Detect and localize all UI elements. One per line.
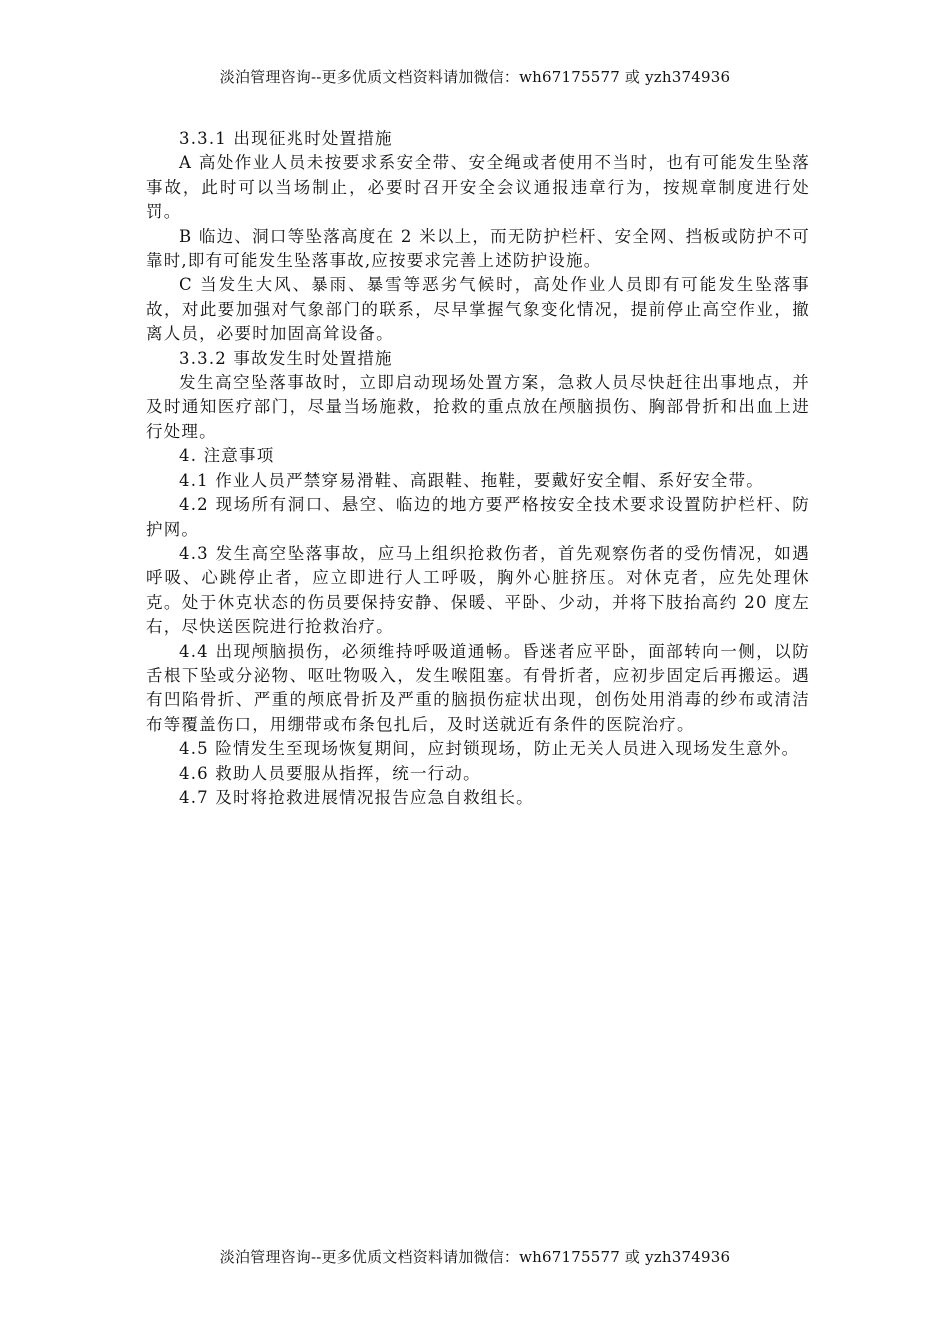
paragraph-accident-response: 发生高空坠落事故时，立即启动现场处置方案，急救人员尽快赶往出事地点，并及时通知医疗部门，尽量当场施救，抢救的重点放在颅脑损伤、胸部骨折和出血上进行处理。	[146, 373, 810, 441]
page-header: 淡泊管理咨询--更多优质文档资料请加微信：wh67175577 或 yzh374936	[219, 68, 731, 86]
paragraph-item-4-6: 4.6 救助人员要服从指挥，统一行动。	[179, 763, 481, 783]
page-footer: 淡泊管理咨询--更多优质文档资料请加微信：wh67175577 或 yzh374936	[219, 1248, 731, 1266]
section-heading-3-3-1: 3.3.1 出现征兆时处置措施	[179, 129, 393, 148]
paragraph-item-4-1: 4.1 作业人员严禁穿易滑鞋、高跟鞋、拖鞋，要戴好安全帽、系好安全带。	[179, 470, 764, 490]
paragraph-measure-c: C 当发生大风、暴雨、暴雪等恶劣气候时，高处作业人员即有可能发生坠落事故，对此要加强对气象部门的联系，尽早掌握气象变化情况，提前停止高空作业，撤离人员，必要时加固高耸设备。	[146, 275, 810, 344]
section-heading-3-3-2: 3.3.2 事故发生时处置措施	[179, 348, 393, 368]
section-heading-4: 4. 注意事项	[179, 446, 275, 466]
paragraph-item-4-2: 4.2 现场所有洞口、悬空、临边的地方要严格按安全技术要求设置防护栏杆、防护网。	[146, 495, 810, 539]
paragraph-item-4-7: 4.7 及时将抢救进展情况报告应急自救组长。	[179, 787, 534, 807]
paragraph-item-4-3: 4.3 发生高空坠落事故，应马上组织抢救伤者，首先观察伤者的受伤情况，如遇呼吸、心跳停止者，应立即进行人工呼吸，胸外心脏挤压。对休克者，应先处理休克。处于休克状态的伤员要保持安静、保暖、平卧、少动，并将下肢抬高约 20 度左右，尽快送医院进行抢救治疗。	[146, 543, 810, 637]
paragraph-item-4-5: 4.5 险情发生至现场恢复期间，应封锁现场，防止无关人员进入现场发生意外。	[179, 739, 800, 759]
paragraph-measure-a: A 高处作业人员未按要求系安全带、安全绳或者使用不当时，也有可能发生坠落事故，此时可以当场制止，必要时召开安全会议通报违章行为，按规章制度进行处罚。	[146, 153, 810, 222]
document-body	[146, 127, 810, 810]
paragraph-item-4-4: 4.4 出现颅脑损伤，必须维持呼吸道通畅。昏迷者应平卧，面部转向一侧，以防舌根下坠或分泌物、呕吐物吸入，发生喉阻塞。有骨折者，应初步固定后再搬运。遇有凹陷骨折、严重的颅底骨折及严重的脑损伤症状出现，创伤处用消毒的纱布或清洁布等覆盖伤口，用绷带或布条包扎后，及时送就近有条件的医院治疗。	[146, 641, 810, 734]
paragraph-measure-b: B 临边、洞口等坠落高度在 2 米以上，而无防护栏杆、安全网、挡板或防护不可靠时,即有可能发生坠落事故,应按要求完善上述防护设施。	[146, 226, 810, 271]
